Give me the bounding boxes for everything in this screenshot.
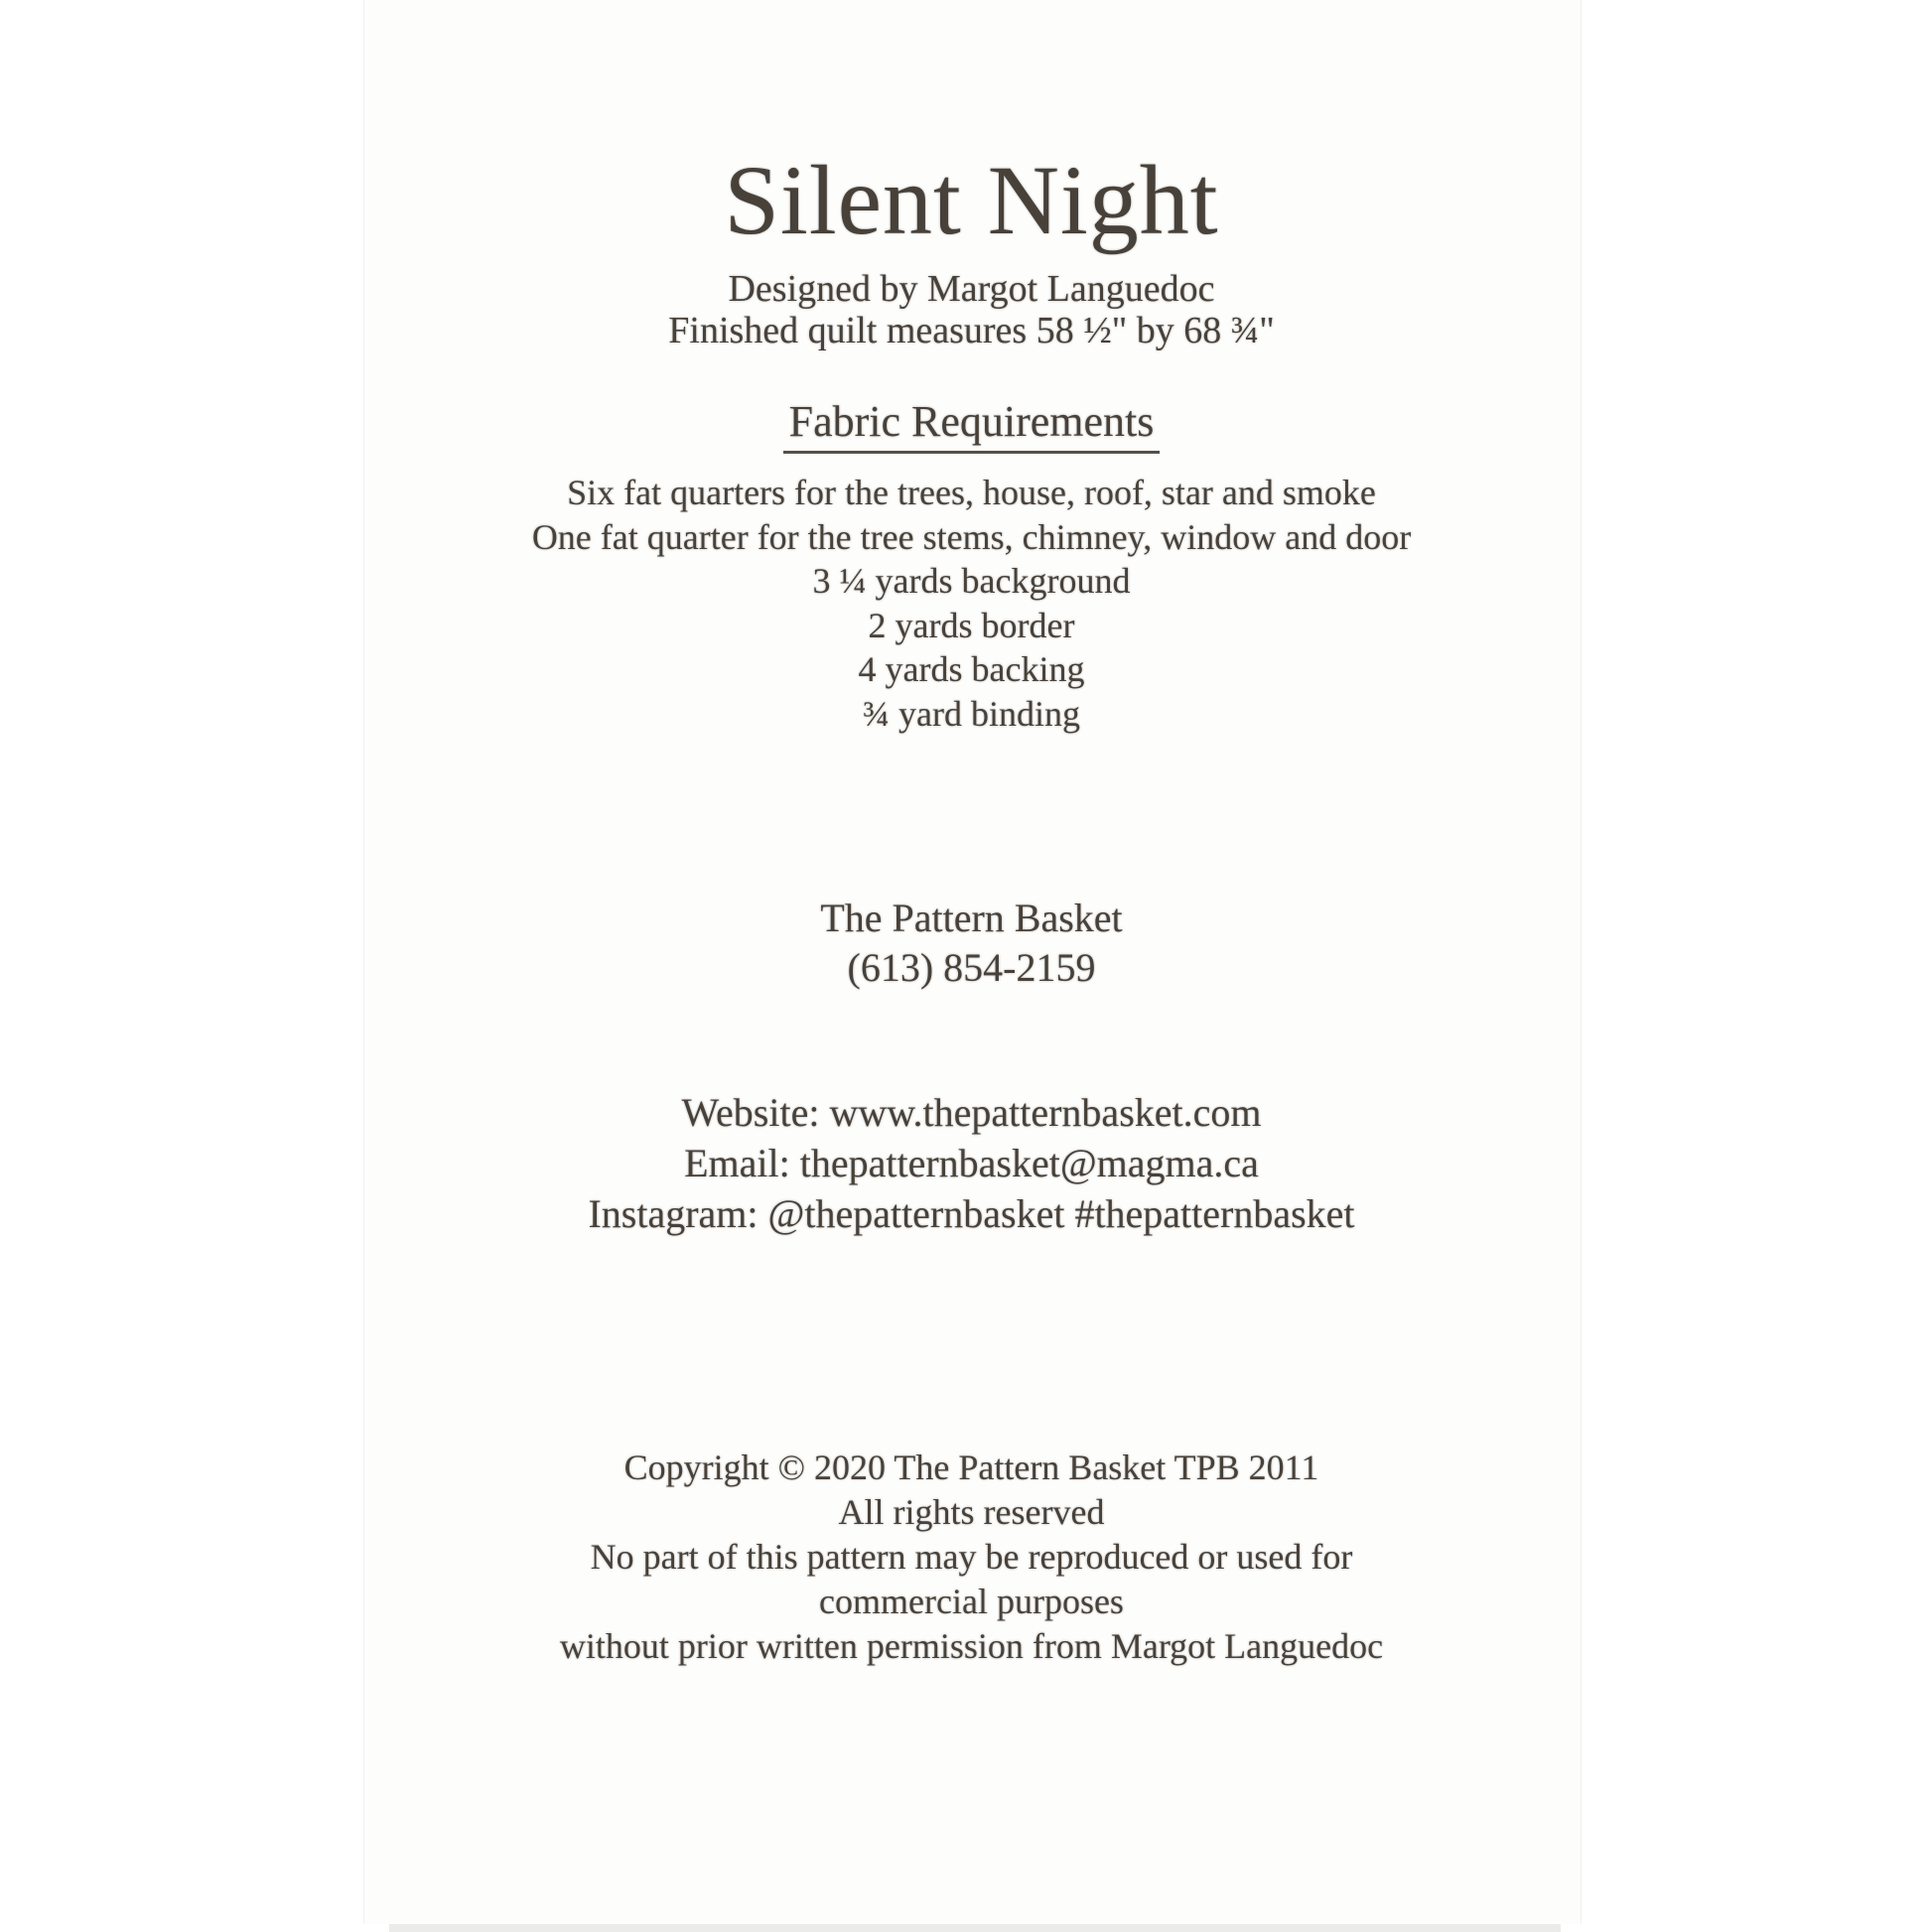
page-bottom-edge [389,1924,1561,1932]
copyright-line: without prior written permission from Margot Languedoc [559,1626,1384,1666]
copyright-line: Copyright © 2020 The Pattern Basket TPB 2011 [623,1448,1319,1487]
brand-name: The Pattern Basket [820,896,1123,940]
fabric-requirement-line: 3 ¼ yards background [812,561,1131,601]
email-line: Email: thepatternbasket@magma.ca [684,1141,1259,1185]
instagram-line: Instagram: @thepatternbasket #thepatternbasket [588,1191,1355,1236]
quilt-size-line: Finished quilt measures 58 ½" by 68 ¾" [668,310,1275,351]
copyright-line: commercial purposes [819,1582,1124,1621]
designer-line: Designed by Margot Languedoc [728,268,1215,310]
fabric-requirement-line: ¾ yard binding [863,693,1080,734]
links-block [363,1087,1580,1239]
copyright-block [363,1446,1580,1669]
fabric-requirement-line: 2 yards border [868,605,1075,645]
fabric-requirement-line: 4 yards backing [858,649,1085,689]
copyright-line: All rights reserved [838,1492,1105,1532]
phone-number: (613) 854-2159 [847,945,1096,990]
website-line: Website: www.thepatternbasket.com [681,1090,1262,1135]
contact-block [363,894,1580,993]
fabric-requirements-heading [363,396,1580,454]
fabric-requirement-line: Six fat quarters for the trees, house, roof, star and smoke [567,473,1376,512]
copyright-line: No part of this pattern may be reproduced or used for [590,1537,1353,1577]
page-title: Silent Night [724,145,1219,255]
fabric-requirements-list [363,471,1580,736]
fabric-requirements-heading-text: Fabric Requirements [783,396,1161,454]
fabric-requirement-line: One fat quarter for the tree stems, chimney, window and door [531,516,1412,557]
